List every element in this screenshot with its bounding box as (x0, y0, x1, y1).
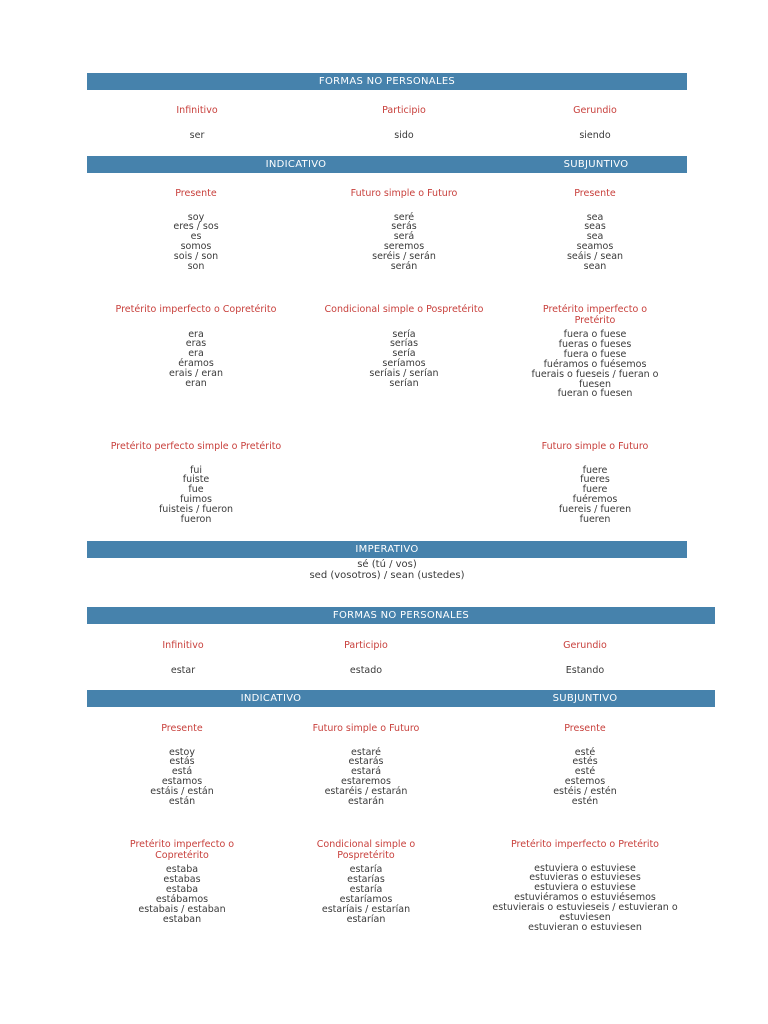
form-3s: estaba (165, 883, 199, 895)
form-2s: eras (185, 338, 207, 350)
form-3s: sea (586, 231, 604, 243)
form-1p: fuéramos o fuésemos (543, 358, 647, 370)
infinitivo-label: Infinitivo (162, 640, 204, 651)
form-3p: están (168, 796, 196, 808)
form-3s: fuera o fuese (563, 348, 627, 360)
form-1s: estaré (351, 746, 381, 758)
gerundio-label: Gerundio (563, 640, 607, 651)
form-3s: está (171, 766, 193, 778)
form-3p: eran (185, 378, 207, 390)
form-2p: erais / eran (168, 368, 223, 380)
form-1p: seamos (576, 241, 614, 253)
form-1s: sea (586, 211, 604, 223)
tense-label: Condicional simple o Pospretérito (324, 304, 484, 315)
form-3p: son (187, 261, 205, 273)
form-3s: será (393, 231, 415, 243)
form-2s: serás (391, 221, 417, 233)
ser-participio (382, 106, 426, 140)
form-2p-cont: fuesen (578, 378, 612, 390)
tense-label: Pretérito perfecto simple o Pretérito (110, 441, 282, 452)
tense-forms (313, 748, 420, 807)
form-2s: eres / sos (173, 221, 219, 233)
form-1p: estaremos (341, 776, 391, 788)
form-3p: estén (571, 796, 599, 808)
form-1s: estaría (349, 864, 383, 875)
tense-label: Futuro simple o Futuro (350, 188, 458, 199)
form-1p: fuéremos (572, 494, 618, 506)
form-3p: estuvieran o estuviesen (528, 921, 642, 933)
form-2s: fueras o fueses (558, 338, 632, 350)
imperativo-line-1: sé (tú / vos) (357, 559, 417, 570)
form-3s: estará (350, 766, 382, 778)
ser-sub-futuro (542, 442, 649, 525)
tense-forms (351, 213, 458, 272)
estar-ind-copreterito (130, 840, 234, 924)
ser-imperativo-header (87, 541, 687, 558)
form-3p: estarían (346, 913, 386, 925)
form-1p: seríamos (382, 358, 426, 370)
ser-gerundio (573, 106, 617, 140)
subjuntivo-title: SUBJUNTIVO (563, 159, 629, 170)
form-2p: estéis / estén (553, 786, 617, 798)
tense-forms (111, 466, 282, 525)
estar-modes-header (87, 690, 715, 707)
tense-label: Pretérito imperfecto o Pretérito (510, 839, 659, 850)
infinitivo-label: Infinitivo (176, 105, 218, 116)
form-2s: seas (584, 221, 606, 233)
tense-label-line-2: Pospretérito (337, 849, 395, 861)
tense-forms (542, 466, 649, 525)
form-2p: estuvierais o estuvieseis / estuvieran o (492, 902, 678, 914)
estar-sub-imperfecto (492, 840, 677, 933)
form-3s: sería (392, 348, 416, 360)
tense-label-line-2: Copretérito (155, 849, 209, 861)
form-2p: seréis / serán (372, 251, 436, 263)
form-3s: estuviera o estuviese (534, 882, 636, 894)
form-3s: fue (188, 484, 204, 496)
participio-label: Participio (382, 105, 426, 116)
form-1s: fui (189, 464, 202, 476)
tense-label-line-2: Pretérito (574, 314, 616, 326)
gerundio-value: Estando (565, 664, 605, 676)
form-1s: seré (393, 211, 415, 223)
form-1p: estaríamos (339, 893, 393, 905)
form-2p: fuereis / fueren (558, 504, 632, 516)
ser-no-personales-header (87, 73, 687, 90)
subjuntivo-title: SUBJUNTIVO (552, 693, 618, 704)
tense-forms (150, 748, 214, 807)
form-1p: estamos (161, 776, 203, 788)
tense-forms (116, 330, 277, 389)
ser-sub-presente (567, 189, 623, 272)
indicativo-title: INDICATIVO (265, 159, 327, 170)
form-2p: seríais / serían (369, 368, 439, 380)
form-2p: estabais / estaban (138, 903, 226, 915)
form-2p: fuerais o fueseis / fueran o (531, 368, 659, 380)
estar-ind-futuro (313, 724, 420, 807)
form-2p: estáis / están (150, 786, 214, 798)
tense-label-line-1: Pretérito imperfecto o (129, 839, 235, 850)
form-2s: fuiste (182, 474, 210, 486)
form-3s: esté (574, 766, 596, 778)
form-3s: estaría (349, 883, 383, 895)
tense-forms (492, 864, 677, 933)
tense-label-line-1: Pretérito imperfecto o (542, 304, 648, 315)
form-2s: estarás (348, 756, 384, 768)
participio-value: estado (349, 664, 383, 676)
form-1s: estaba (165, 864, 199, 875)
form-1s: estoy (169, 746, 195, 758)
gerundio-label: Gerundio (573, 105, 617, 116)
tense-label: Futuro simple o Futuro (541, 441, 649, 452)
tense-forms (553, 748, 617, 807)
form-1s: era (188, 328, 204, 340)
ser-ind-presente (173, 189, 218, 272)
participio-label: Participio (344, 640, 388, 651)
form-1s: sería (392, 328, 416, 340)
form-1s: fuera o fuese (563, 329, 627, 340)
form-2s: fueres (580, 474, 610, 486)
form-2p: fuisteis / fueron (158, 504, 234, 516)
form-3s: fuere (582, 484, 608, 496)
tense-label: Presente (161, 723, 203, 734)
form-3s: era (188, 348, 204, 360)
form-1s: fuere (582, 464, 608, 476)
tense-forms (531, 330, 658, 399)
ser-sub-imperfecto (531, 305, 658, 399)
form-1p: somos (180, 241, 212, 253)
form-3p: estaban (162, 913, 202, 925)
form-2s: estuvieras o estuvieses (529, 872, 641, 884)
gerundio-value: siendo (579, 129, 611, 141)
indicativo-title: INDICATIVO (240, 693, 302, 704)
form-3p: fueran o fuesen (557, 388, 633, 400)
tense-forms (130, 865, 234, 924)
form-2p: estaréis / estarán (324, 786, 408, 798)
form-3p: sean (583, 261, 607, 273)
form-1p: estuviéramos o estuviésemos (514, 892, 656, 904)
estar-gerundio (563, 641, 607, 675)
tense-label: Futuro simple o Futuro (312, 723, 420, 734)
form-2p: estaríais / estarían (321, 903, 411, 915)
form-2s: estás (169, 756, 195, 768)
form-1s: esté (574, 746, 596, 758)
estar-no-personales-header (87, 607, 715, 624)
form-2p: seáis / sean (566, 251, 624, 263)
tense-forms (173, 213, 218, 272)
form-3p: serán (390, 261, 418, 273)
form-1s: soy (187, 211, 205, 223)
ser-ind-futuro (351, 189, 458, 272)
form-1p: éramos (178, 358, 214, 370)
tense-label: Pretérito imperfecto o Copretérito (115, 304, 277, 315)
form-3p: fueron (180, 514, 212, 526)
ser-ind-copreterito (116, 305, 277, 389)
ser-modes-header (87, 156, 687, 173)
form-1p: fuimos (179, 494, 213, 506)
ser-ind-condicional (325, 305, 484, 389)
section-title: FORMAS NO PERSONALES (332, 610, 470, 621)
section-title: IMPERATIVO (355, 544, 419, 555)
form-1p: estábamos (155, 893, 209, 905)
estar-infinitivo (162, 641, 203, 675)
infinitivo-value: estar (170, 664, 196, 676)
participio-value: sido (394, 129, 414, 141)
tense-forms (325, 330, 484, 389)
estar-ind-condicional (317, 840, 416, 924)
form-3p: estarán (347, 796, 385, 808)
ser-imperativo-forms (309, 560, 464, 581)
ser-infinitivo (176, 106, 217, 140)
form-2p: sois / son (173, 251, 219, 263)
form-2s: estarías (347, 873, 385, 885)
tense-label-line-1: Condicional simple o (316, 839, 416, 850)
imperativo-line-2: sed (vosotros) / sean (ustedes) (309, 569, 465, 581)
estar-sub-presente (553, 724, 617, 807)
form-1p: estemos (564, 776, 606, 788)
tense-label: Presente (574, 188, 616, 199)
tense-label: Presente (564, 723, 606, 734)
section-title: FORMAS NO PERSONALES (318, 76, 456, 87)
form-2s: serías (389, 338, 419, 350)
ser-ind-preterito (111, 442, 282, 525)
form-3p: fueren (579, 514, 611, 526)
form-3s: es (190, 231, 202, 243)
form-1p: seremos (383, 241, 425, 253)
estar-ind-presente (150, 724, 214, 807)
form-2s: estés (572, 756, 598, 768)
estar-participio (344, 641, 388, 675)
infinitivo-value: ser (189, 129, 205, 141)
tense-label: Presente (175, 188, 217, 199)
form-2p-cont: estuviesen (559, 912, 611, 924)
form-2s: estabas (163, 873, 201, 885)
form-1s: estuviera o estuviese (534, 862, 636, 874)
form-3p: serían (389, 378, 419, 390)
tense-forms (567, 213, 623, 272)
tense-forms (317, 865, 416, 924)
